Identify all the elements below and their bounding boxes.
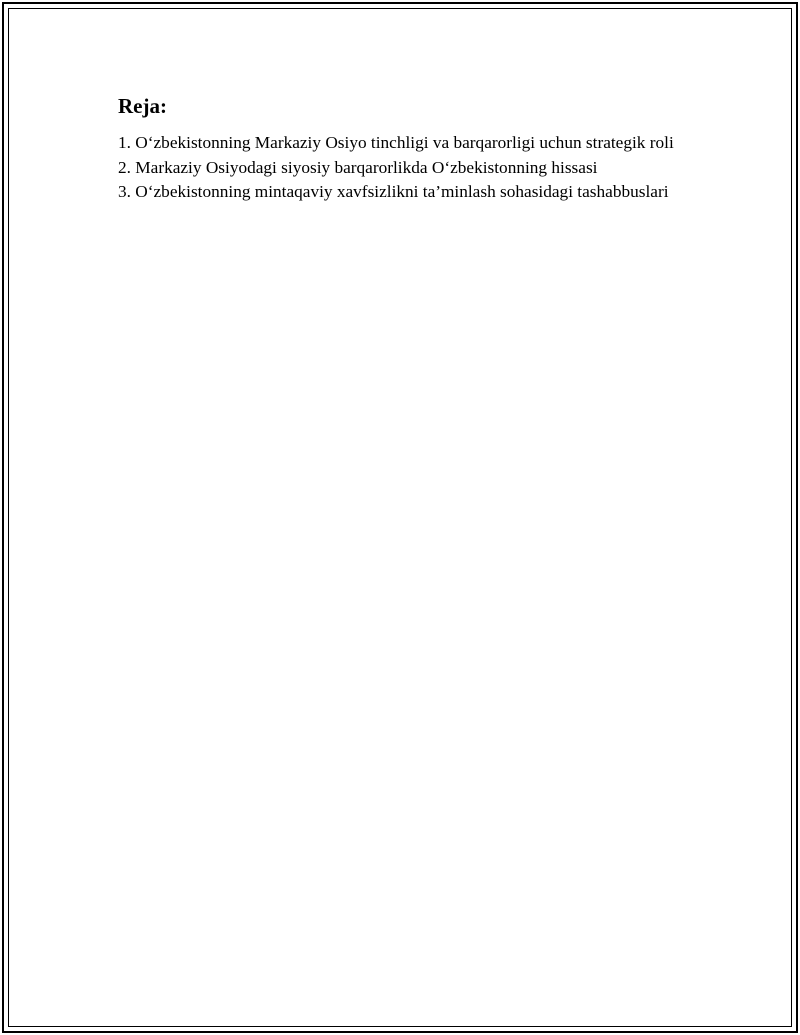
document-content — [118, 94, 688, 205]
plan-heading: Reja: — [118, 94, 167, 118]
plan-item-1: 1. O‘zbekistonning Markaziy Osiyo tinchligi va barqarorligi uchun strategik roli — [118, 133, 674, 152]
plan-item-3: 3. O‘zbekistonning mintaqaviy xavfsizlikni ta’minlash sohasidagi tashabbuslari — [118, 182, 669, 201]
plan-list — [118, 131, 688, 205]
plan-item-2: 2. Markaziy Osiyodagi siyosiy barqarorlikda O‘zbekistonning hissasi — [118, 157, 598, 177]
